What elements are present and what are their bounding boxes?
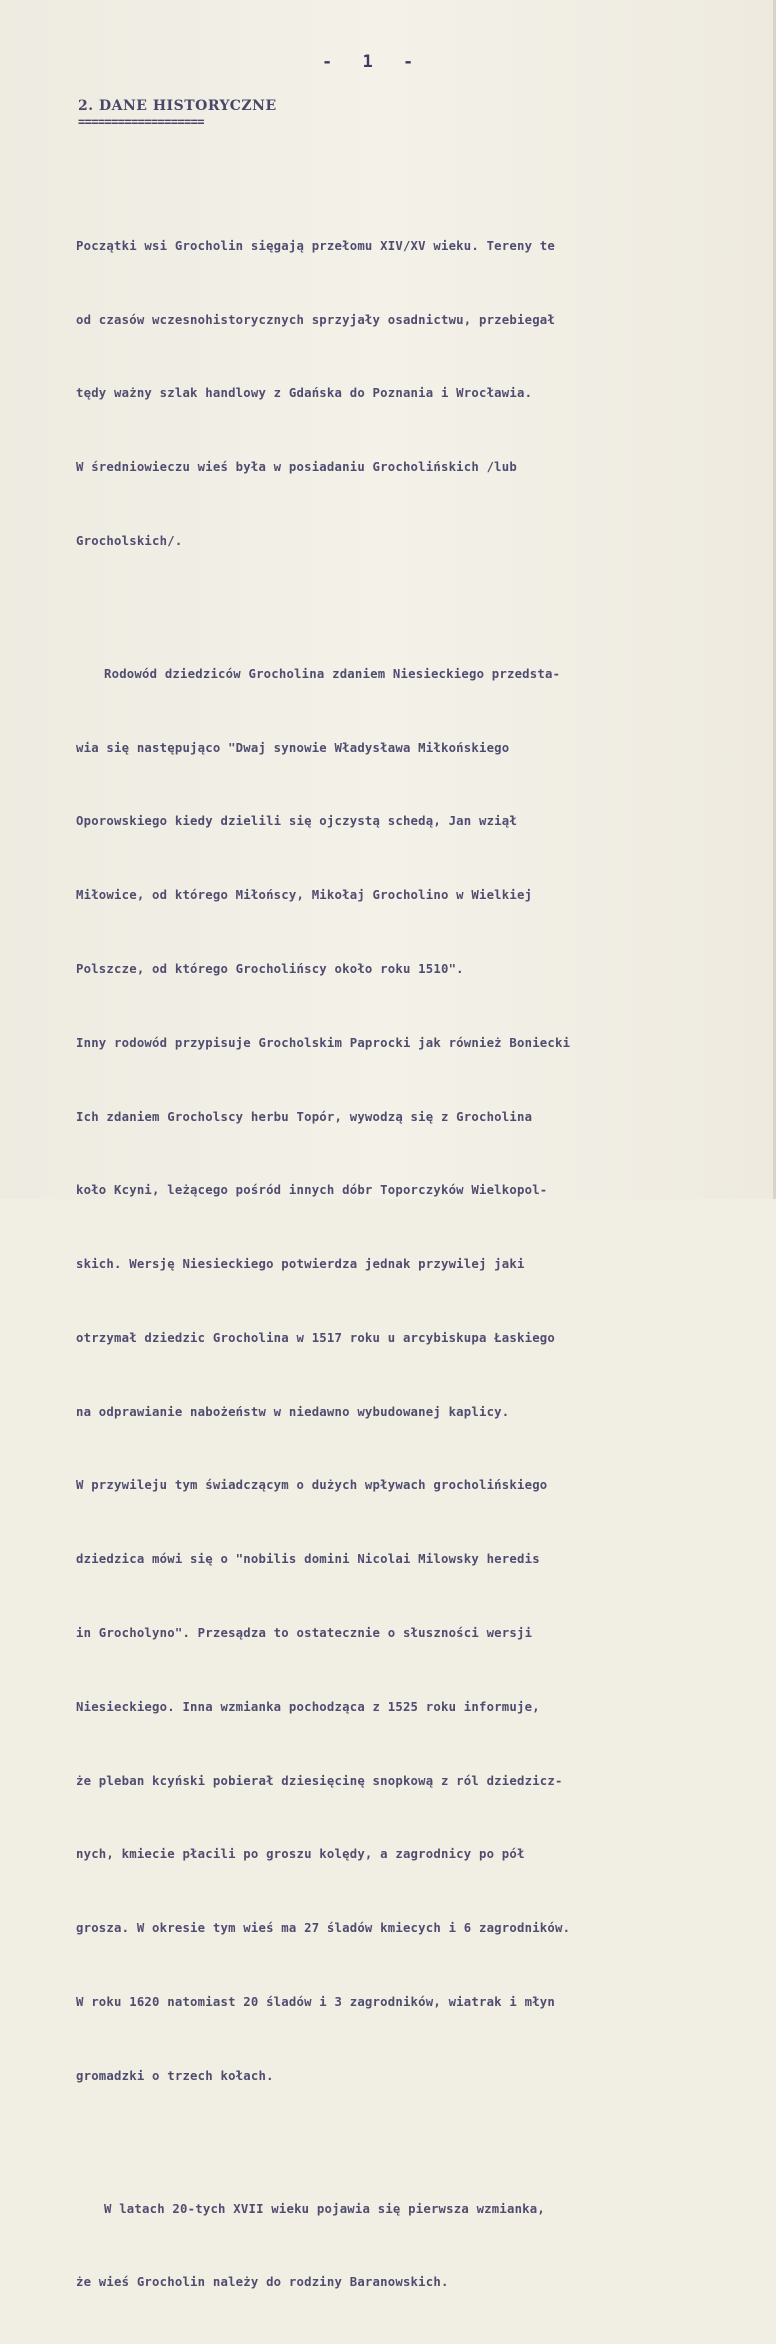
text-line: nych, kmiecie płacili po groszu kolędy, a zagrodnicy po pół [76, 1847, 525, 1862]
text-line: grosza. W okresie tym wieś ma 27 śladów kmiecych i 6 zagrodników. [76, 1921, 571, 1936]
text-line: Rodowód dziedziców Grocholina zdaniem Niesieckiego przedsta- [104, 666, 561, 681]
text-line: że wieś Grocholin należy do rodziny Baranowskich. [76, 2275, 449, 2290]
text-line: in Grocholyno". Przesądza to ostatecznie o słuszności wersji [76, 1626, 533, 1641]
text-line: tędy ważny szlak handlowy z Gdańska do Poznania i Wrocławia. [76, 386, 533, 401]
text-line: Inny rodowód przypisuje Grocholskim Paprocki jak również Boniecki [76, 1035, 571, 1050]
text-line: Ich zdaniem Grocholscy herbu Topór, wywodzą się z Grocholina [76, 1109, 533, 1124]
text-line: Grocholskich/. [76, 533, 183, 548]
text-line: Miłowice, od którego Miłońscy, Mikołaj Grocholino w Wielkiej [76, 888, 533, 903]
text-line: skich. Wersję Niesieckiego potwierdza jednak przywilej jaki [76, 1257, 525, 1272]
text-line: Oporowskiego kiedy dzielili się ojczystą schedą, Jan wziął [76, 814, 517, 829]
text-line: W średniowieczu wieś była w posiadaniu Grocholińskich /lub [76, 460, 517, 475]
text-line: od czasów wczesnohistorycznych sprzyjały osadnictwu, przebiegał [76, 312, 556, 327]
text-line: otrzymał dziedzic Grocholina w 1517 roku u arcybiskupa Łaskiego [76, 1330, 556, 1345]
section-heading: 2. DANE HISTORYCZNE [78, 98, 277, 114]
body-text [76, 160, 776, 2344]
text-line: Polszcze, od którego Grocholińscy około roku 1510". [76, 962, 464, 976]
text-line: W latach 20-tych XVII wieku pojawia się pierwsza wzmianka, [104, 2201, 545, 2216]
text-line: W roku 1620 natomiast 20 śladów i 3 zagrodników, wiatrak i młyn [76, 1994, 556, 2009]
heading-underline: =================== [78, 115, 204, 129]
text-line: Początki wsi Grocholin sięgają przełomu XIV/XV wieku. Tereny te [76, 238, 556, 253]
text-line: W przywileju tym świadczącym o dużych wpływach grocholińskiego [76, 1478, 548, 1493]
text-line: Niesieckiego. Inna wzmianka pochodząca z 1525 roku informuje, [76, 1699, 540, 1714]
text-line: gromadzki o trzech kołach. [76, 2068, 274, 2083]
text-line: dziedzica mówi się o "nobilis domini Nicolai Milowsky heredis [76, 1552, 540, 1567]
page-number: - 1 - [322, 52, 424, 72]
text-line: że pleban kcyński pobierał dziesięcinę snopkową z ról dziedzicz- [76, 1773, 563, 1788]
text-line: wia się następująco "Dwaj synowie Władysława Miłkońskiego [76, 740, 510, 755]
text-line: koło Kcyni, leżącego pośród innych dóbr Toporczyków Wielkopol- [76, 1183, 548, 1198]
text-line: na odprawianie nabożeństw w niedawno wybudowanej kaplicy. [76, 1404, 510, 1419]
